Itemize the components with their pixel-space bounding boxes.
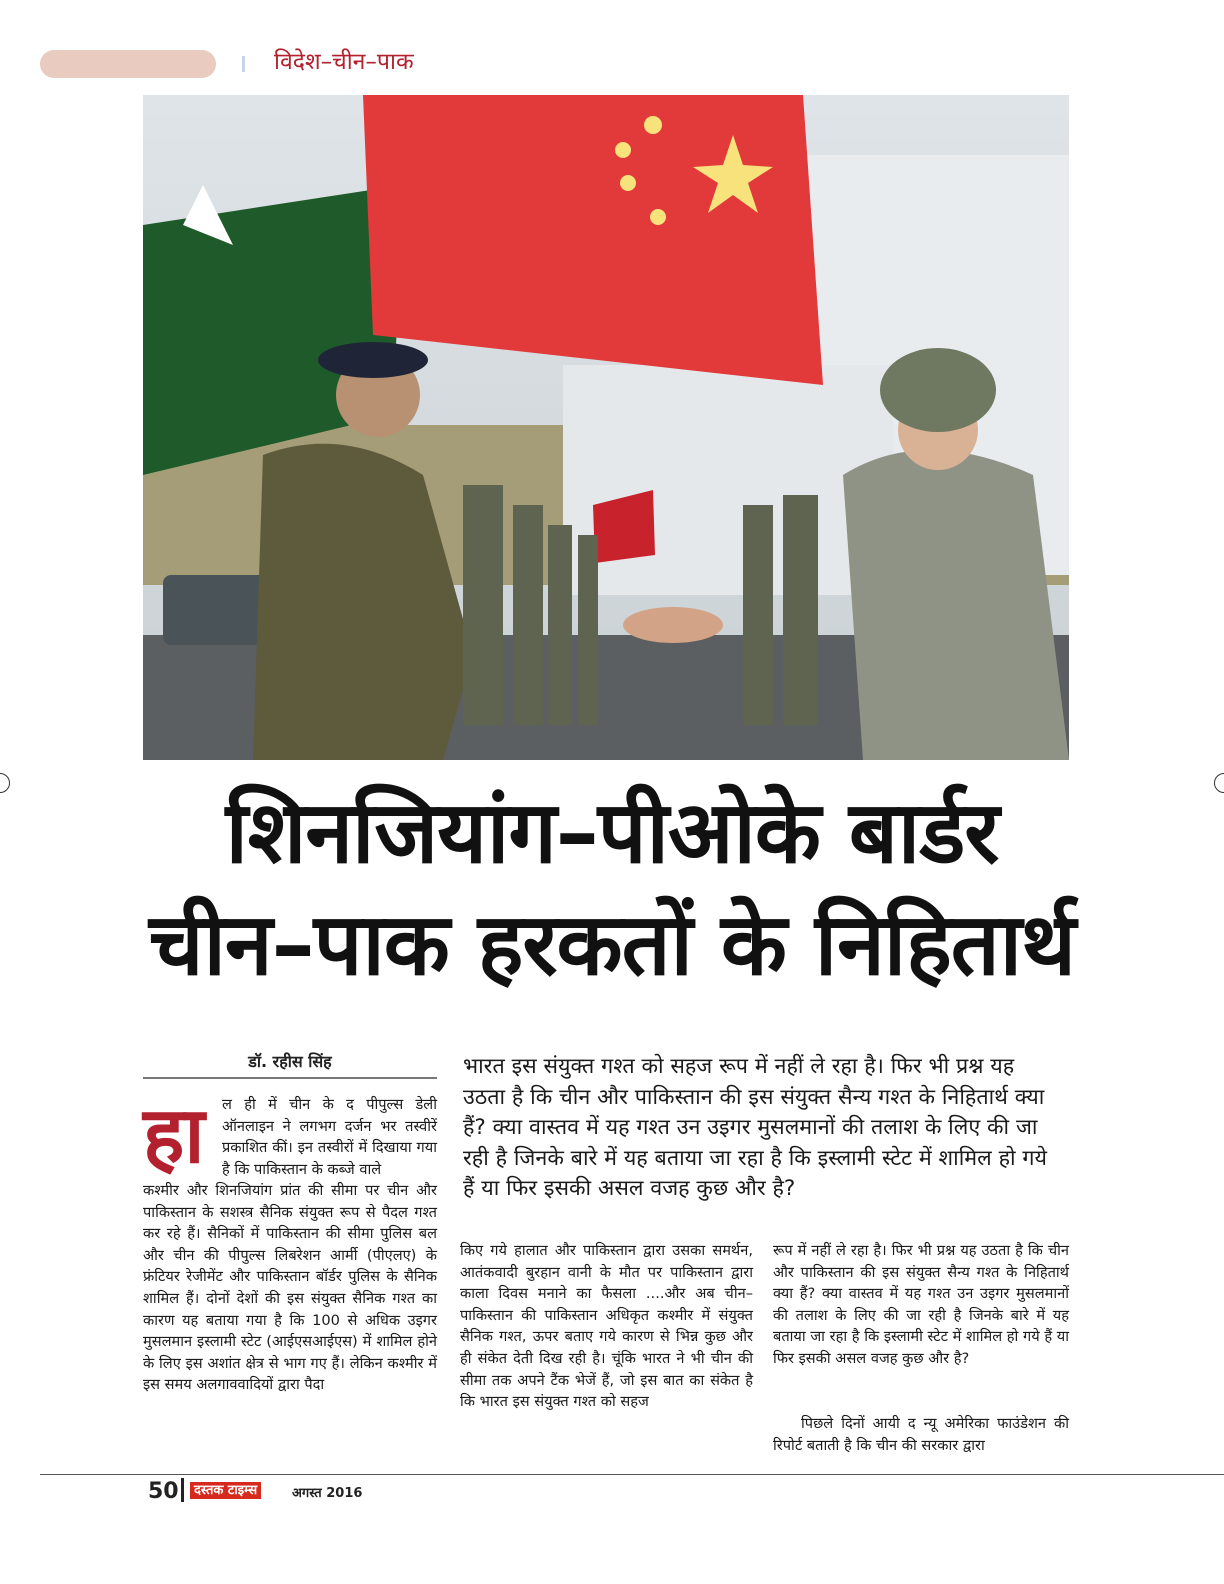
column-1-body: कश्मीर और शिनजियांग प्रांत की सीमा पर चीन और पाकिस्तान के सशस्त्र सैनिक संयुक्त रूप से पैदल गश्त कर रहे हैं। सैनिकों में पाकिस्तान की सीमा पुलिस बल और चीन की पीपुल्स लिबरेशन आर्मी (पीएलए) के फ्रंटियर रेजीमेंट और पाकिस्तान बॉर्डर पुलिस के सैनिक शामिल हैं। दोनों देशों की इस संयुक्त सैनिक गश्त का कारण यह बताया गया है कि 100 से अधिक उइगर मुसलमान इस्लामी स्टेट (आईएसआईएस) में शामिल होने के लिए इस अशांत क्षेत्र से भाग गए हैं। लेकिन कश्मीर में इस समय अलगाववादियों द्वारा पैदा bbox=[143, 1182, 437, 1394]
headline-line-2: चीन–पाक हरकतों के निहितार्थ bbox=[148, 895, 1076, 995]
column-3-paragraph-2: पिछले दिनों आयी द न्यू अमेरिका फाउंडेशन की रिपोर्ट बताती है कि चीन की सरकार द्वारा bbox=[773, 1415, 1069, 1454]
drop-cap: हा bbox=[143, 1091, 205, 1181]
column-3-paragraph-1: रूप में नहीं ले रहा है। फिर भी प्रश्न यह उठता है कि चीन और पाकिस्तान की इस संयुक्त सैन्य गश्त के निहितार्थ क्या हैं? क्या वास्तव में यह गश्त उन उइगर मुसलमानों की तलाश के लिए की जा रही है जिनके बारे में यह बताया जा रहा है कि इस्लामी स्टेट में शामिल हो गये हैं या फिर इसकी असल वजह कुछ और है? bbox=[773, 1242, 1069, 1367]
divider bbox=[242, 56, 245, 72]
registration-mark bbox=[1214, 773, 1224, 793]
section-pill bbox=[40, 50, 216, 78]
magazine-logo: दस्तक टाइम्स bbox=[190, 1482, 261, 1499]
author-byline: डॉ. रहीस सिंह bbox=[143, 1050, 437, 1079]
column-1-intro: ल ही में चीन के द पीपुल्स डेली ऑनलाइन ने लगभग दर्जन भर तस्वीरें प्रकाशित कीं। इन तस्वीरों में दिखाया गया है कि पाकिस्तान के कब्जे वाले bbox=[222, 1096, 437, 1178]
article-photo bbox=[143, 95, 1069, 760]
section-label: विदेश–चीन–पाक bbox=[274, 49, 414, 75]
registration-mark bbox=[0, 773, 10, 793]
issue-date: अगस्त 2016 bbox=[292, 1486, 363, 1501]
pull-quote: भारत इस संयुक्त गश्त को सहज रूप में नहीं ले रहा है। फिर भी प्रश्न यह उठता है कि चीन और पाकिस्तान की इस संयुक्त सैन्य गश्त के निहितार्थ क्या हैं? क्या वास्तव में यह गश्त उन उइगर मुसलमानों की तलाश के लिए की जा रही है जिनके बारे में यह बताया जा रहा है कि इस्लामी स्टेट में शामिल हो गये हैं या फिर इसकी असल वजह कुछ और है? bbox=[463, 1054, 1047, 1201]
headline-line-1: शिनजियांग–पीओके बार्डर bbox=[225, 783, 999, 883]
footer-rule bbox=[40, 1474, 1224, 1475]
column-2: किए गये हालात और पाकिस्तान द्वारा उसका समर्थन, आतंकवादी बुरहान वानी के मौत पर पाकिस्तान द्वारा काला दिवस मनाने का फैसला ....और अब चीन–पाकिस्तान की पाकिस्तान अधिकृत कश्मीर में संयुक्त सैनिक गश्त, ऊपर बताए गये कारण से भिन्न कुछ और ही संकेत देती दिख रही है। चूंकि भारत ने भी चीन की सीमा तक अपने टैंक भेजें हैं, जो इस बात का संकेत है कि भारत इस संयुक्त गश्त को सहज bbox=[460, 1242, 753, 1411]
photo-illustration bbox=[143, 95, 1069, 760]
page-number: 50 bbox=[148, 1479, 179, 1504]
footer-divider bbox=[181, 1478, 184, 1502]
